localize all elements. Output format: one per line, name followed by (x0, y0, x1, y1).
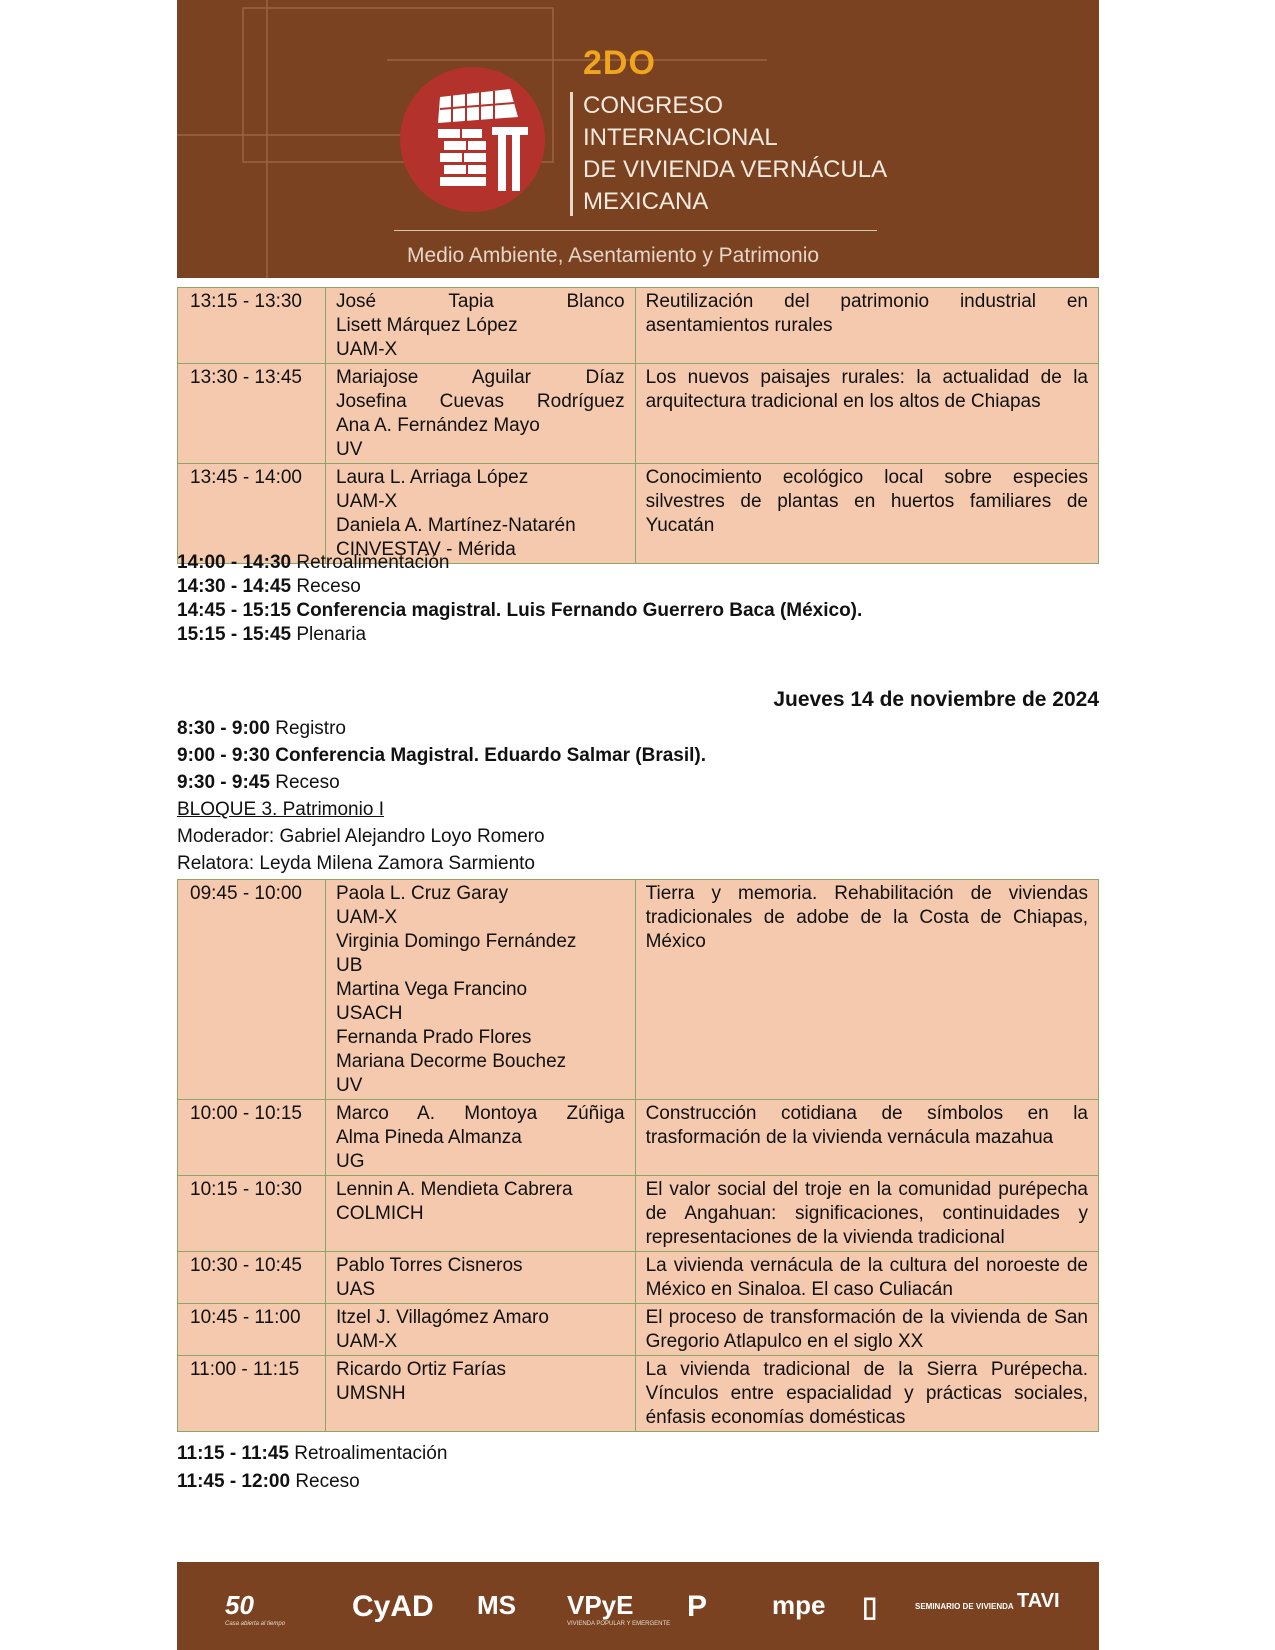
table-row (178, 1252, 1099, 1304)
author-line: Marco A. Montoya Zúñiga (335, 1103, 625, 1124)
block-moderator: Moderador: Gabriel Alejandro Loyo Romero (177, 826, 545, 847)
door-logo (862, 1590, 877, 1623)
author-line: Lennin A. Mendieta Cabrera (335, 1179, 573, 1200)
session-authors (325, 1356, 635, 1432)
table-row (178, 464, 1099, 564)
author-line: Mariajose Aguilar Díaz (335, 367, 625, 388)
author-line: Lisett Márquez López (335, 315, 518, 336)
session-time: 10:15 - 10:30 (178, 1176, 326, 1252)
table-row (178, 364, 1099, 464)
vpye-logo (567, 1590, 670, 1627)
sponsor-footer (177, 1562, 1099, 1650)
schedule-item (177, 1443, 447, 1465)
block-title: BLOQUE 3. Patrimonio I (177, 799, 384, 820)
author-line: UMSNH (335, 1383, 406, 1404)
p-logo (687, 1590, 707, 1624)
schedule-time: 14:45 - 15:15 (177, 600, 292, 621)
author-line: Martina Vega Francino (335, 979, 528, 1000)
congress-logo (400, 67, 545, 212)
author-line: Pablo Torres Cisneros (335, 1255, 523, 1276)
author-line: Laura L. Arriaga López (335, 467, 529, 488)
session-topic: La vivienda tradicional de la Sierra Purépecha. Vínculos entre espacialidad y prácticas sociales, énfasis economías domésticas (635, 1356, 1098, 1432)
header-banner (177, 0, 1099, 278)
schedule-item (177, 1471, 360, 1493)
block-rapporteur: Relatora: Leyda Milena Zamora Sarmiento (177, 853, 536, 874)
table-row (178, 880, 1099, 1100)
logo-text: CyAD (352, 1590, 434, 1623)
author-line: Alma Pineda Almanza (335, 1127, 522, 1148)
schedule-time: 14:30 - 14:45 (177, 576, 292, 597)
author-line: UAM-X (335, 339, 398, 360)
banner-rule (394, 230, 877, 231)
house-roof-wall-icon (400, 67, 545, 212)
author-line: UV (335, 439, 363, 460)
schedule-time: 15:15 - 15:45 (177, 624, 292, 645)
logo-text: ▯ (862, 1591, 878, 1622)
uam-50-logo (225, 1590, 285, 1627)
schedule-label: Receso (295, 1471, 360, 1492)
session-authors (325, 880, 635, 1100)
schedule-item-keynote (177, 600, 862, 622)
session-authors (325, 1304, 635, 1356)
schedule-time: 11:45 - 12:00 (177, 1471, 291, 1492)
author-line: UB (335, 955, 363, 976)
schedule-label: Receso (275, 772, 340, 793)
table-row (178, 1304, 1099, 1356)
session-topic: Conocimiento ecológico local sobre especies silvestres de plantas en huertos familiares de Yucatán (635, 464, 1098, 564)
schedule-time: 9:30 - 9:45 (177, 772, 270, 793)
author-line: Itzel J. Villagómez Amaro (335, 1307, 549, 1328)
schedule-item (177, 718, 346, 740)
logo-caption: Casa abierta al tiempo (225, 1621, 286, 1627)
session-authors (325, 364, 635, 464)
session-topic: La vivienda vernácula de la cultura del noroeste de México en Sinaloa. El caso Culiacán (635, 1252, 1098, 1304)
session-topic: Los nuevos paisajes rurales: la actualidad de la arquitectura tradicional en los altos de Chiapas (635, 364, 1098, 464)
table-row (178, 1100, 1099, 1176)
congress-title (583, 90, 887, 218)
title-line: INTERNACIONAL (583, 124, 778, 151)
session-topic: Construcción cotidiana de símbolos en la trasformación de la vivienda vernácula mazahua (635, 1100, 1098, 1176)
author-line: Daniela A. Martínez-Natarén (335, 515, 576, 536)
author-line: Virginia Domingo Fernández (335, 931, 577, 952)
logo-text: TAVI (1017, 1590, 1060, 1612)
tavi-logo (1017, 1590, 1060, 1613)
schedule-label: Conferencia magistral. Luis Fernando Guerrero Baca (México). (296, 600, 863, 621)
session-time: 09:45 - 10:00 (178, 880, 326, 1100)
session-authors (325, 1176, 635, 1252)
schedule-label: Registro (275, 718, 346, 739)
author-line: UAM-X (335, 1331, 398, 1352)
author-line: Ricardo Ortiz Farías (335, 1359, 506, 1380)
schedule-time: 8:30 - 9:00 (177, 718, 270, 739)
logo-caption: VIVIENDA POPULAR Y EMERGENTE (567, 1621, 671, 1627)
session-topic: Reutilización del patrimonio industrial en asentamientos rurales (635, 288, 1098, 364)
logo-text: 50 (225, 1590, 254, 1620)
ms-logo (477, 1590, 516, 1621)
session-time: 10:30 - 10:45 (178, 1252, 326, 1304)
author-line: UAM-X (335, 491, 398, 512)
session-time: 13:15 - 13:30 (178, 288, 326, 364)
author-line: Ana A. Fernández Mayo (335, 415, 540, 436)
schedule-item (177, 772, 340, 794)
schedule-label: Retroalimentación (294, 1443, 448, 1464)
edition-label: 2DO (583, 44, 656, 82)
author-line: Paola L. Cruz Garay (335, 883, 509, 904)
author-line: UAS (335, 1279, 376, 1300)
table-row (178, 1356, 1099, 1432)
program-table-bloque-3 (177, 879, 1099, 1432)
day-heading: Jueves 14 de noviembre de 2024 (773, 688, 1099, 711)
schedule-time: 11:15 - 11:45 (177, 1443, 289, 1464)
title-line: CONGRESO (583, 92, 724, 119)
table-row (178, 1176, 1099, 1252)
mpe-logo (772, 1590, 825, 1621)
title-line: MEXICANA (583, 188, 709, 215)
seminario-vivienda-logo (915, 1602, 1014, 1611)
schedule-item-keynote (177, 745, 706, 767)
author-line: UAM-X (335, 907, 398, 928)
session-authors (325, 1100, 635, 1176)
session-time: 10:45 - 11:00 (178, 1304, 326, 1356)
schedule-label: Conferencia Magistral. Eduardo Salmar (Brasil). (275, 745, 707, 766)
session-time: 13:30 - 13:45 (178, 364, 326, 464)
logo-text: mpe (772, 1590, 826, 1620)
author-line: COLMICH (335, 1203, 424, 1224)
author-line: Mariana Decorme Bouchez (335, 1051, 567, 1072)
title-line: DE VIVIENDA VERNÁCULA (583, 156, 888, 183)
logo-text: P (687, 1590, 708, 1623)
session-topic: Tierra y memoria. Rehabilitación de viviendas tradicionales de adobe de la Costa de Chiapas, México (635, 880, 1098, 1100)
session-authors (325, 464, 635, 564)
session-time: 11:00 - 11:15 (178, 1356, 326, 1432)
author-line: José Tapia Blanco (335, 291, 625, 312)
author-line: USACH (335, 1003, 403, 1024)
program-table-afternoon (177, 287, 1099, 564)
session-authors (325, 1252, 635, 1304)
schedule-time: 9:00 - 9:30 (177, 745, 270, 766)
cyad-logo (352, 1590, 434, 1624)
author-line: UG (335, 1151, 365, 1172)
schedule-label: Plenaria (296, 624, 367, 645)
author-line: Fernanda Prado Flores (335, 1027, 532, 1048)
title-divider (570, 92, 573, 216)
session-time: 10:00 - 10:15 (178, 1100, 326, 1176)
author-line: CINVESTAV - Mérida (335, 539, 516, 560)
session-authors (325, 288, 635, 364)
schedule-item (177, 624, 366, 646)
author-line: Josefina Cuevas Rodríguez (335, 391, 625, 412)
session-topic: El valor social del troje en la comunidad purépecha de Angahuan: significaciones, continuidades y representaciones de la vivienda tradicional (635, 1176, 1098, 1252)
logo-text: VPyE (567, 1590, 634, 1620)
congress-subtitle: Medio Ambiente, Asentamiento y Patrimonio (407, 244, 820, 267)
schedule-label: Retroalimentación (296, 552, 450, 573)
schedule-label: Receso (296, 576, 361, 597)
author-line: UV (335, 1075, 363, 1096)
logo-text: MS (477, 1590, 516, 1620)
table-row (178, 288, 1099, 364)
schedule-item (177, 552, 450, 574)
session-time: 13:45 - 14:00 (178, 464, 326, 564)
schedule-time: 14:00 - 14:30 (177, 552, 292, 573)
session-topic: El proceso de transformación de la vivienda de San Gregorio Atlapulco en el siglo XX (635, 1304, 1098, 1356)
logo-text: SEMINARIO DE VIVIENDA (915, 1602, 1014, 1611)
schedule-item (177, 576, 361, 598)
